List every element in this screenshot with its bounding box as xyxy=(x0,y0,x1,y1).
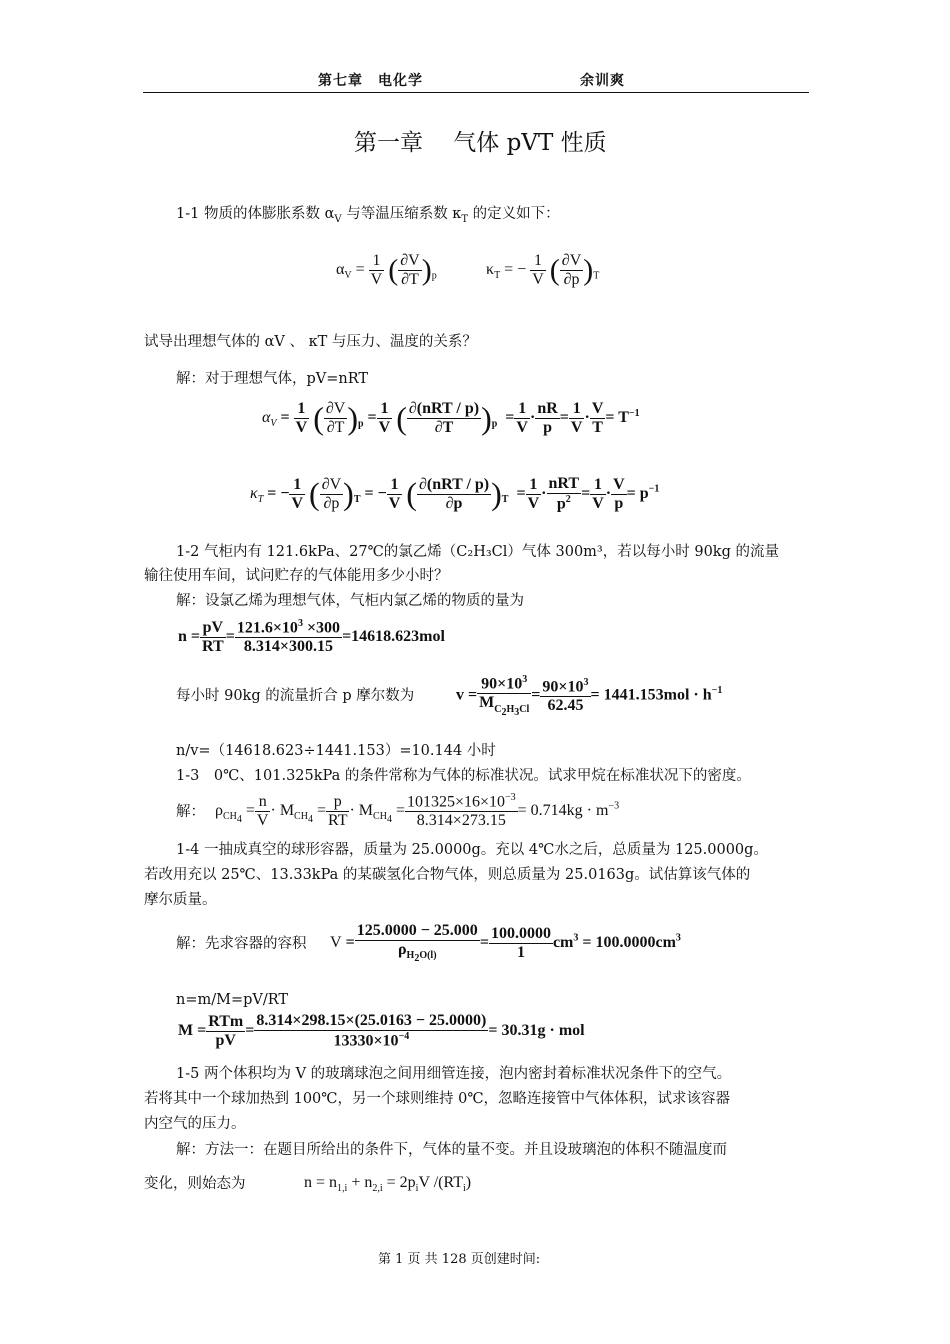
eq-flow-rate: v = $\frac{90\times 10^3}{M_{C_2H_3Cl}}$ = $\frac{90\times 10^3}{62.45}$ = $1441.153mol \cdot h^{-1}$ xyxy=(456,674,723,718)
problem-1-1-ask: 试导出理想气体的 αV 、 κT 与压力、温度的关系？ xyxy=(144,334,477,350)
problem-1-1-answer-intro: 解：对于理想气体，pV=nRT xyxy=(176,371,369,387)
eq-alpha-derivation: $\alpha_V$ = $\frac{1}{V}$ ( $\frac{\partial V}{\partial T}$ )$_p$ = $\frac{1}{V}$ ( $\frac{\text{∂(nRT / p)}}{\partial T}$ )$_p$ = $\frac{1}{V}$ · $\frac{nR}{p}$ = $\frac{1}{V}$ · $\frac{V}{T}$ = $T^{-1}$ xyxy=(262,400,640,436)
problem-1-4-line1: 1-4 一抽成真空的球形容器，质量为 25.0000g。充以 4℃水之后，总质量为 125.0000g。 xyxy=(176,842,768,858)
eq-initial-moles: $n = n_{1,i} + n_{2,i} = 2p_iV$ $/(RT_i)$ xyxy=(304,1174,472,1195)
problem-1-2-line1: 1-2 气柜内有 121.6kPa、27℃的氯乙烯（C₂H₃Cl）气体 300m³，若以每小时 90kg 的流量 xyxy=(176,544,779,560)
running-header-chapter: 第七章 电化学 xyxy=(318,73,423,89)
q-text-a: 1-1 物质的体膨胀系数 α xyxy=(176,206,335,222)
problem-1-5-answer-line2: 变化，则始态为 xyxy=(144,1176,246,1192)
problem-1-2-answer-intro: 解：设氯乙烯为理想气体，气柜内氯乙烯的物质的量为 xyxy=(176,593,524,609)
def-kappa-formula: $\kappa_T$ = − $\frac{1}{V}$ ( $\frac{\partial V}{\partial p}$ )$_T$ xyxy=(486,252,600,288)
problem-1-3-answer-label: 解： xyxy=(176,804,205,820)
problem-1-3-line1: 1-3 0℃、101.325kPa 的条件常称为气体的标准状况。试求甲烷在标准状况下的密度。 xyxy=(176,768,751,784)
problem-1-4-answer-intro: 解：先求容器的容积 xyxy=(176,936,307,952)
eq-kappa-derivation: $\kappa_T$ = − $\frac{1}{V}$ ( $\frac{\partial V}{\partial p}$ )$_T$ = − $\frac{1}{V}$ ( $\frac{\text{∂(nRT / p)}}{\partial p}$ )$_T$ = $\frac{1}{V}$ · $\frac{\text{nRT}}{p^2}$ = $\frac{1}{V}$ · $\frac{V}{p}$ = $p^{-1}$ xyxy=(250,475,660,513)
q-text-b: 与等温压缩系数 κ xyxy=(341,206,462,222)
problem-1-1-question xyxy=(176,202,560,232)
def-alpha-formula: $\alpha_V$ = $\frac{1}{V}$ ( $\frac{\partial V}{\partial T}$ )$_p$ xyxy=(336,252,437,288)
problem-1-2-line2: 输往使用车间，试问贮存的气体能用多少小时？ xyxy=(144,568,449,584)
relation-text: n=m/M=pV/RT xyxy=(176,992,289,1008)
eq-molar-mass: M = $\frac{\text{RTm}}{pV}$ = $\frac{8.314\times 298.15\times(25.0163 - 25.0000)}{13330\times 10^{-4}}$ = 30.31g · mol xyxy=(178,1012,585,1050)
eq-moles: n = $\frac{pV}{RT}$ = $\frac{121.6\times 10^3 \times 300}{8.314\times 300.15}$ =14618.623mol xyxy=(178,618,445,656)
problem-1-5-line1: 1-5 两个体积均为 V 的玻璃球泡之间用细管连接，泡内密封着标准状况条件下的空气。 xyxy=(176,1066,732,1082)
eq-volume: V = $\frac{125.0000 - 25.000}{\rho_{H_2O(l)}}$ = $\frac{100.0000}{1}$ $cm^3 = 100.0000cm^3$ xyxy=(330,922,681,965)
header-rule xyxy=(143,92,809,93)
problem-1-5-line3: 内空气的压力。 xyxy=(144,1116,246,1132)
problem-1-5-answer-line1: 解：方法一：在题目所给出的条件下，气体的量不变。并且设玻璃泡的体积不随温度而 xyxy=(176,1142,727,1158)
chapter-title: 第一章 气体 pVT 性质 xyxy=(354,130,607,156)
problem-1-4-line3: 摩尔质量。 xyxy=(144,892,217,908)
q-sub-v: V xyxy=(334,213,342,225)
eq-density: $\rho_{CH_4}$ = $\frac{n}{V}$ · $M_{CH_4}$ = $\frac{p}{RT}$ · $M_{CH_4}$ = $\frac{101325\times 16\times 10^{-3}}{8.314\times 273.15}$ = $0.714kg \cdot m^{-3}$ xyxy=(215,792,620,830)
flow-text: 每小时 90kg 的流量折合 p 摩尔数为 xyxy=(176,688,415,704)
problem-1-2-result: n/v=（14618.623÷1441.153）=10.144 小时 xyxy=(176,743,496,759)
running-header-author: 余训爽 xyxy=(580,73,625,89)
problem-1-5-line2: 若将其中一个球加热到 100℃，另一个球则维持 0℃，忽略连接管中气体体积，试求该容器 xyxy=(144,1091,731,1107)
q-text-c: 的定义如下： xyxy=(468,206,560,222)
problem-1-4-line2: 若改用充以 25℃、13.33kPa 的某碳氢化合物气体，则总质量为 25.0163g。试估算该气体的 xyxy=(144,867,751,883)
q-sub-t: T xyxy=(461,213,469,225)
page-footer: 第 1 页 共 128 页创建时间: xyxy=(378,1252,541,1267)
